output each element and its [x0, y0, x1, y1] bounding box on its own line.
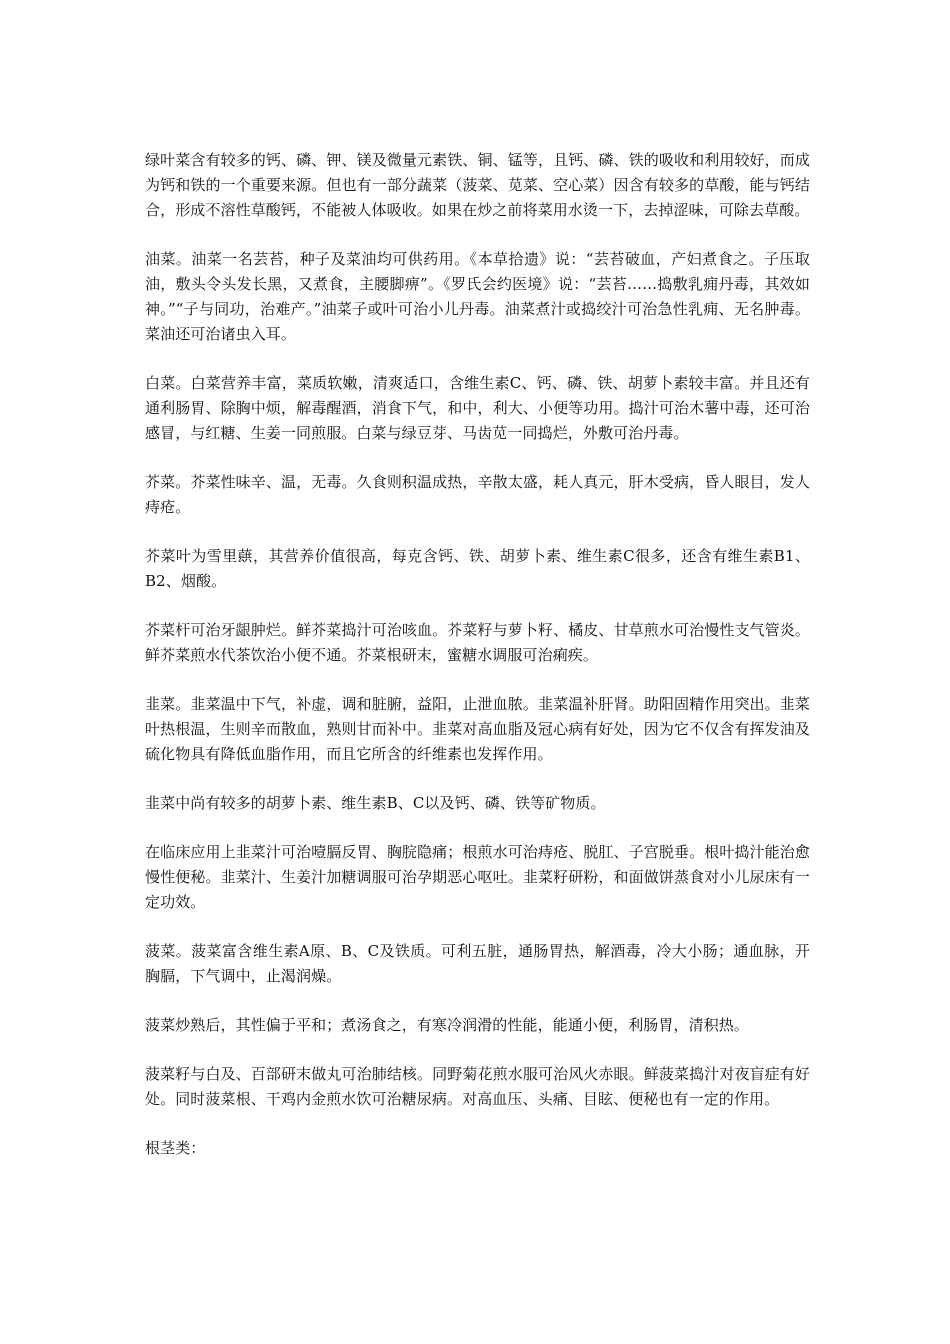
document-body — [145, 148, 810, 1185]
paragraph-spinach-seeds: 菠菜籽与白及、百部研末做丸可治肺结核。同野菊花煎水服可治风火赤眼。鲜菠菜捣汁对夜盲症有好处。同时菠菜根、干鸡内金煎水饮可治糖尿病。对高血压、头痛、目眩、便秘也有一定的作用。 — [145, 1065, 810, 1108]
paragraph-mustard-stalk: 芥菜杆可治牙龈肿烂。鲜芥菜捣汁可治咳血。芥菜籽与萝卜籽、橘皮、甘草煎水可治慢性支气管炎。鲜芥菜煎水代茶饮治小便不通。芥菜根研末，蜜糖水调服可治痢疾。 — [145, 621, 810, 664]
paragraph-chives: 韭菜。韭菜温中下气，补虚，调和脏腑，益阳，止泄血脓。韭菜温补肝肾。助阳固精作用突出。韭菜叶热根温，生则辛而散血，熟则甘而补中。韭菜对高血脂及冠心病有好处，因为它不仅含有挥发油及硫化物具有降低血脂作用，而且它所含的纤维素也发挥作用。 — [145, 695, 810, 763]
paragraph-chives-clinical: 在临床应用上韭菜汁可治噎膈反胃、胸脘隐痛；根煎水可治痔疮、脱肛、子宫脱垂。根叶捣汁能治愈慢性便秘。韭菜汁、生姜汁加糖调服可治孕期恶心呕吐。韭菜籽研粉，和面做饼蒸食对小儿尿床有一定功效。 — [145, 843, 810, 911]
paragraph-green-leafy-vegetables: 绿叶菜含有较多的钙、磷、钾、镁及微量元素铁、铜、锰等，且钙、磷、铁的吸收和利用较好，而成为钙和铁的一个重要来源。但也有一部分蔬菜（菠菜、苋菜、空心菜）因含有较多的草酸，能与钙结合，形成不溶性草酸钙，不能被人体吸收。如果在炒之前将菜用水烫一下，去掉涩味，可除去草酸。 — [145, 151, 810, 219]
paragraph-rapeseed: 油菜。油菜一名芸苔，种子及菜油均可供药用。《本草拾遗》说：“芸苔破血，产妇煮食之。子压取油，敷头令头发长黑，又煮食，主腰脚痹”。《罗氏会约医境》说：“芸苔……捣敷乳痈丹毒，其效如神。”“子与同功，治难产。”油菜子或叶可治小儿丹毒。油菜煮汁或捣绞汁可治急性乳痈、无名肿毒。菜油还可治诸虫入耳。 — [145, 250, 810, 343]
paragraph-spinach-cooked: 菠菜炒熟后，其性偏于平和；煮汤食之，有寒冷润滑的性能，能通小便，利肠胃，清积热。 — [145, 1016, 750, 1034]
paragraph-mustard-greens: 芥菜。芥菜性味辛、温，无毒。久食则积温成热，辛散太盛，耗人真元，肝木受病，昏人眼目，发人痔疮。 — [145, 473, 810, 516]
section-heading-root-vegetables: 根茎类： — [145, 1139, 206, 1157]
paragraph-chives-nutrients: 韭菜中尚有较多的胡萝卜素、维生素B、C以及钙、磷、铁等矿物质。 — [145, 794, 606, 812]
paragraph-spinach: 菠菜。菠菜富含维生素A原、B、C及铁质。可利五脏，通肠胃热，解酒毒，冷大小肠；通血脉，开胸膈，下气调中，止渴润燥。 — [145, 942, 810, 985]
paragraph-chinese-cabbage: 白菜。白菜营养丰富，菜质软嫩，清爽适口，含维生素C、钙、磷、铁、胡萝卜素较丰富。并且还有通利肠胃、除胸中烦，解毒醒酒，消食下气，和中，利大、小便等功用。捣汁可治木薯中毒，还可治感冒，与红糖、生姜一同煎服。白菜与绿豆芽、马齿苋一同捣烂，外敷可治丹毒。 — [145, 374, 810, 442]
paragraph-mustard-leaf: 芥菜叶为雪里蕻，其营养价值很高，每克含钙、铁、胡萝卜素、维生素C很多，还含有维生素B1、B2、烟酸。 — [145, 547, 810, 590]
